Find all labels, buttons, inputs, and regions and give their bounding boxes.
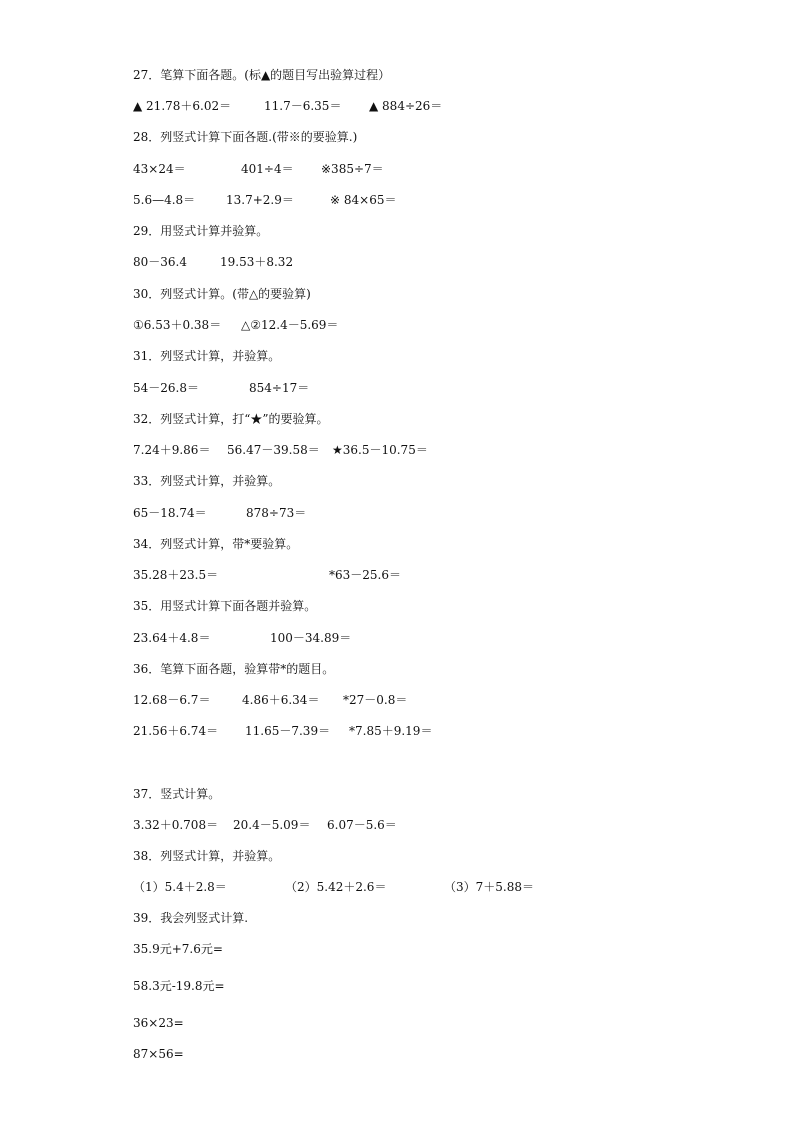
problem-28-item-2: 401÷4＝ [241, 162, 294, 176]
problem-30-item-2: △②12.4－5.69＝ [241, 318, 339, 332]
problem-36-item-5: 11.65－7.39＝ [245, 724, 331, 738]
problem-32-item-2: 56.47－39.58＝ [227, 443, 320, 457]
problem-34-title: 34．列竖式计算，带*要验算。 [133, 537, 299, 551]
problem-37-item-3: 6.07－5.6＝ [327, 818, 397, 832]
problem-28-item-5: 13.7+2.9＝ [226, 193, 294, 207]
problem-37-title: 37．竖式计算。 [133, 787, 221, 801]
problem-37-item-2: 20.4－5.09＝ [233, 818, 311, 832]
problem-37-item-1: 3.32＋0.708＝ [133, 818, 219, 832]
problem-33-item-2: 878÷73＝ [246, 506, 307, 520]
problem-34-item-2: *63－25.6＝ [329, 568, 401, 582]
problem-36-item-3: *27－0.8＝ [343, 693, 408, 707]
problem-32-item-1: 7.24＋9.86＝ [133, 443, 211, 457]
problem-36-item-6: *7.85＋9.19＝ [349, 724, 433, 738]
problem-32-item-3: ★36.5－10.75＝ [332, 443, 428, 457]
problem-33-title: 33．列竖式计算，并验算。 [133, 474, 281, 488]
problem-27-item-1: ▲ 21.78＋6.02＝ [133, 99, 232, 113]
problem-36-item-1: 12.68－6.7＝ [133, 693, 211, 707]
problem-34-item-1: 35.28＋23.5＝ [133, 568, 219, 582]
problem-29-title: 29．用竖式计算并验算。 [133, 224, 269, 238]
problem-35-item-2: 100－34.89＝ [270, 631, 352, 645]
problem-35-item-1: 23.64＋4.8＝ [133, 631, 211, 645]
problem-39-item-4: 87×56= [133, 1047, 184, 1061]
problem-33-item-1: 65－18.74＝ [133, 506, 207, 520]
problem-39-item-3: 36×23= [133, 1016, 184, 1030]
problem-39-title: 39．我会列竖式计算. [133, 911, 249, 925]
problem-39-item-1: 35.9元+7.6元= [133, 942, 223, 956]
problem-27-item-2: 11.7－6.35＝ [264, 99, 342, 113]
problem-39-item-2: 58.3元-19.8元= [133, 979, 225, 993]
problem-38-item-2: （2）5.42＋2.6＝ [285, 880, 387, 894]
problem-27-title: 27．笔算下面各题。(标▲的题目写出验算过程） [133, 68, 391, 82]
problem-38-item-3: （3）7＋5.88＝ [444, 880, 534, 894]
problem-31-item-1: 54－26.8＝ [133, 381, 199, 395]
problem-30-item-1: ①6.53＋0.38＝ [133, 318, 222, 332]
problem-38-item-1: （1）5.4＋2.8＝ [133, 880, 227, 894]
problem-28-item-3: ※385÷7＝ [321, 162, 384, 176]
problem-31-item-2: 854÷17＝ [249, 381, 310, 395]
problem-29-item-2: 19.53＋8.32 [220, 255, 294, 269]
problem-28-item-6: ※ 84×65＝ [330, 193, 397, 207]
problem-30-title: 30．列竖式计算。(带△的要验算) [133, 287, 311, 301]
problem-29-item-1: 80－36.4 [133, 255, 187, 269]
problem-38-title: 38．列竖式计算，并验算。 [133, 849, 281, 863]
problem-28-title: 28．列竖式计算下面各题.(带※的要验算.) [133, 130, 358, 144]
problem-36-title: 36．笔算下面各题，验算带*的题目。 [133, 662, 335, 676]
problem-32-title: 32．列竖式计算，打“★”的要验算。 [133, 412, 329, 426]
problem-36-item-4: 21.56＋6.74＝ [133, 724, 219, 738]
problem-31-title: 31．列竖式计算，并验算。 [133, 349, 281, 363]
problem-36-item-2: 4.86＋6.34＝ [242, 693, 320, 707]
problem-27-item-3: ▲ 884÷26＝ [369, 99, 443, 113]
problem-28-item-1: 43×24＝ [133, 162, 186, 176]
problem-35-title: 35．用竖式计算下面各题并验算。 [133, 599, 317, 613]
problem-28-item-4: 5.6—4.8＝ [133, 193, 196, 207]
